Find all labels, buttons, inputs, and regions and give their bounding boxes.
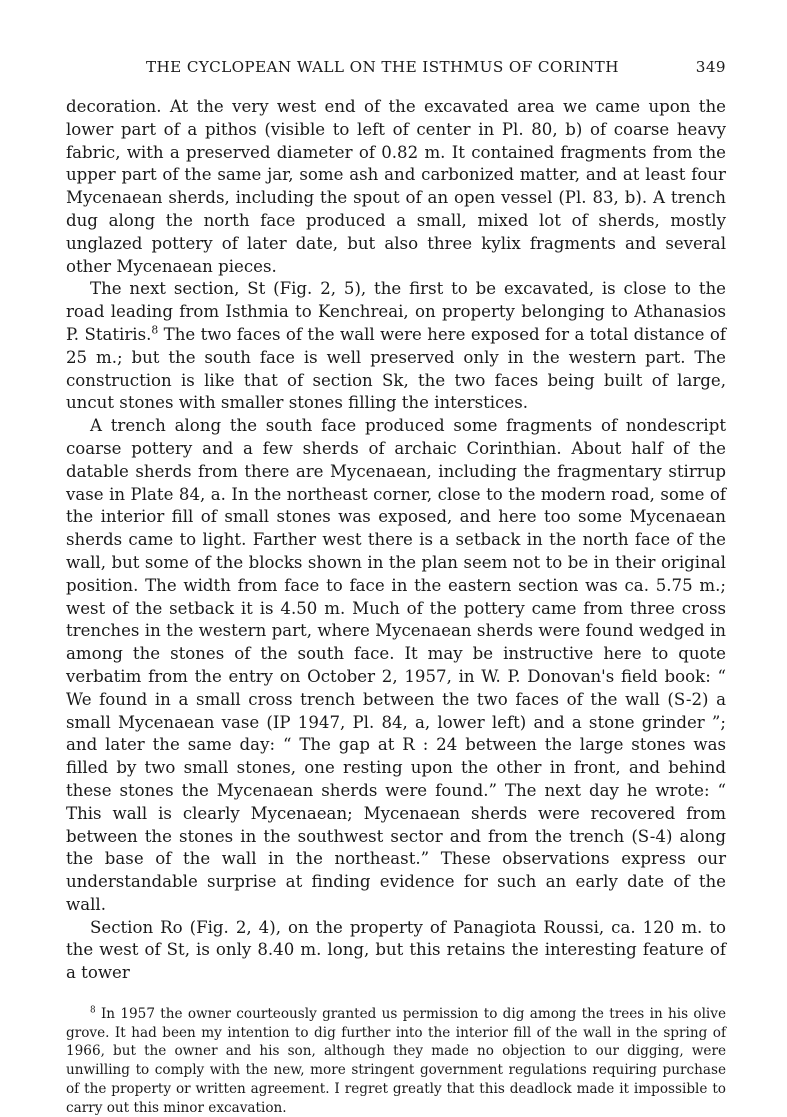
footnote-reference: 8	[151, 323, 159, 337]
footnote	[66, 1005, 726, 1117]
paragraph-2	[66, 278, 726, 415]
paragraph-3: A trench along the south face produced some fragments of nondescript coarse pottery and a few sherds of archaic Corinthian. About half of the datable sherds from there are Mycenaean, including the fragmentary stirrup vase in Plate 84, a. In the northeast corner, close to the modern road, some of the interior fill of small stones was exposed, and here too some Mycenaean sherds came to light. Farther west there is a setback in the north face of the wall, but some of the blocks shown in the plan seem not to be in their original position. The width from face to face in the eastern section was ca. 5.75 m.; west of the setback it is 4.50 m. Much of the pottery came from three cross trenches in the western part, where Mycenaean sherds were found wedged in among the stones of the south face. It may be instructive here to quote verbatim from the entry on October 2, 1957, in W. P. Donovan's field book: “ We found in a small cross trench between the two faces of the wall (S-2) a small Mycenaean vase (IP 1947, Pl. 84, a, lower left) and a stone grinder ”; and later the same day: “ The gap at R : 24 between the large stones was filled by two small stones, one resting upon the other in front, and behind these stones the Mycenaean sherds were found.” The next day he wrote: “ This wall is clearly Mycenaean; Mycenaean sherds were recovered from between the stones in the southwest sector and from the trench (S-4) along the base of the wall in the northeast.” These observations express our understandable surprise at finding evidence for such an early date of the wall.	[66, 416, 726, 914]
paragraph-4: Section Ro (Fig. 2, 4), on the property of Panagiota Roussi, ca. 120 m. to the west of St, is only 8.40 m. long, but this retains the interesting feature of a tower	[66, 917, 726, 983]
page-number: 349	[695, 58, 726, 76]
footnote-marker: 8	[90, 1005, 96, 1016]
running-title: THE CYCLOPEAN WALL ON THE ISTHMUS OF CORINTH	[146, 58, 619, 76]
running-head	[66, 58, 726, 82]
paragraph-2-continuation: The two faces of the wall were here exposed for a total distance of 25 m.; but the south face is well preserved only in the western part. The construction is like that of section Sk, the two faces being built of large, uncut stones with smaller stones filling the interstices.	[66, 324, 726, 413]
paragraph-2-text: The next section, St (Fig. 2, 5), the first to be excavated, is close to the road leading from Isthmia to Kenchreai, on property belonging to Athanasios P. Statiris.	[66, 279, 726, 344]
footnote-text: In 1957 the owner courteously granted us permission to dig among the trees in his olive grove. It had been my intention to dig further into the interior fill of the wall in the spring of 1966, but the owner and his son, although they made no objection to our digging, were unwilling to comply with the new, more stringent government regulations requiring purchase of the property or written agreement. I regret greatly that this deadlock made it impossible to carry out this minor excavation.	[66, 1006, 726, 1116]
page	[66, 58, 726, 1117]
body-text	[66, 96, 726, 985]
paragraph-1: decoration. At the very west end of the excavated area we came upon the lower part of a pithos (visible to left of center in Pl. 80, b) of coarse heavy fabric, with a preserved diameter of 0.82 m. It contained fragments from the upper part of the same jar, some ash and carbonized matter, and at least four Mycenaean sherds, including the spout of an open vessel (Pl. 83, b). A trench dug along the north face produced a small, mixed lot of sherds, mostly unglazed pottery of later date, but also three kylix fragments and several other Mycenaean pieces.	[66, 97, 726, 276]
footnotes	[66, 1005, 726, 1117]
